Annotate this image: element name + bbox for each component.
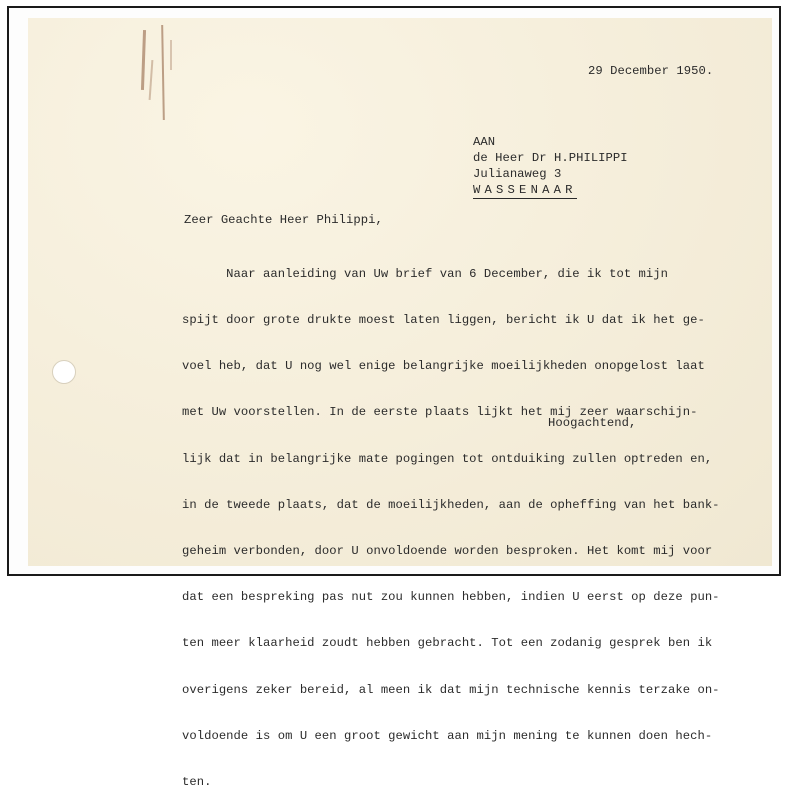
addressee-label: AAN xyxy=(473,135,496,149)
addressee-name: de Heer Dr H.PHILIPPI xyxy=(473,151,628,165)
body-line: overigens zeker bereid, al meen ik dat mijn technische kennis terzake on- xyxy=(182,682,720,697)
addressee-city: WASSENAAR xyxy=(473,183,577,197)
body-line: in de tweede plaats, dat de moeilijkheden, aan de opheffing van het bank- xyxy=(182,497,720,512)
addressee-street: Julianaweg 3 xyxy=(473,167,562,181)
punch-hole xyxy=(52,360,76,384)
letter-body xyxy=(182,236,720,806)
letter-date: 29 December 1950. xyxy=(588,64,714,78)
body-line: ten. xyxy=(182,775,212,790)
body-line: geheim verbonden, door U onvoldoende worden besproken. Het komt mij voor xyxy=(182,544,713,559)
body-line: voel heb, dat U nog wel enige belangrijke moeilijkheden onopgelost laat xyxy=(182,359,705,374)
closing: Hoogachtend, xyxy=(548,416,637,430)
body-line: lijk dat in belangrijke mate pogingen tot ontduiking zullen optreden en, xyxy=(182,451,713,466)
rust-stain xyxy=(170,40,172,70)
body-line: dat een bespreking pas nut zou kunnen hebben, indien U eerst op deze pun- xyxy=(182,590,720,605)
body-line: voldoende is om U een groot gewicht aan mijn mening te kunnen doen hech- xyxy=(182,728,713,743)
salutation: Zeer Geachte Heer Philippi, xyxy=(184,213,383,227)
body-line: spijt door grote drukte moest laten liggen, bericht ik U dat ik het ge- xyxy=(182,313,705,328)
body-line: Naar aanleiding van Uw brief van 6 December, die ik tot mijn xyxy=(182,266,669,281)
body-line: met Uw voorstellen. In de eerste plaats lijkt het mij zeer waarschijn- xyxy=(182,405,698,420)
body-line: ten meer klaarheid zoudt hebben gebracht. Tot een zodanig gesprek ben ik xyxy=(182,636,713,651)
